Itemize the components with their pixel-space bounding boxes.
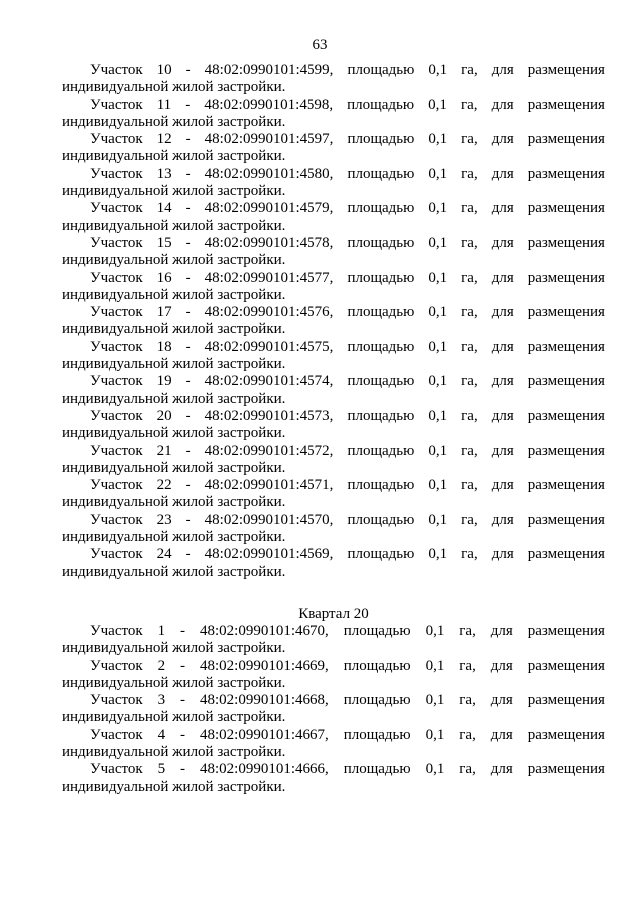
plot-word: размещения: [527, 304, 605, 321]
plot-paragraph-first-line: [62, 727, 605, 744]
plot-word: -: [185, 373, 191, 390]
plot-word: 48:02:0990101:4580,: [204, 165, 334, 182]
plot-paragraph-second-line: индивидуальной жилой застройки.: [62, 390, 286, 407]
plot-word: 0,1: [428, 96, 447, 113]
plot-paragraph-second-line: индивидуальной жилой застройки.: [62, 674, 286, 691]
plot-word: размещения: [527, 657, 605, 674]
plot-word: площадью: [347, 442, 415, 459]
plot-word: для: [491, 96, 514, 113]
plot-word: для: [491, 165, 514, 182]
plot-paragraph-second-line: индивидуальной жилой застройки.: [62, 252, 286, 269]
plot-word: 48:02:0990101:4668,: [199, 692, 329, 709]
plot-word: площадью: [347, 407, 415, 424]
plot-word: для: [490, 692, 513, 709]
plot-word: га,: [461, 62, 478, 78]
plot-paragraph-second-line: индивидуальной жилой застройки.: [62, 709, 286, 726]
plot-paragraph: [62, 727, 605, 762]
plot-word: площадью: [347, 62, 415, 78]
plot-word: 11: [156, 96, 172, 113]
plot-word: размещения: [527, 200, 605, 217]
plot-paragraph-first-line: [62, 692, 605, 709]
plot-word: га,: [461, 373, 478, 390]
plot-word: Участок: [90, 761, 143, 778]
plot-word: 0,1: [425, 761, 445, 778]
plot-paragraph: [62, 623, 605, 658]
plot-paragraph-first-line: [62, 623, 605, 640]
plot-paragraph-second-line: индивидуальной жилой застройки.: [62, 563, 286, 580]
plot-word: -: [185, 200, 191, 217]
plot-word: га,: [461, 338, 478, 355]
plot-word: размещения: [527, 511, 605, 528]
plot-word: 0,1: [428, 477, 448, 494]
plot-paragraph-second-line: индивидуальной жилой застройки.: [62, 183, 286, 200]
plot-paragraph-first-line: [62, 97, 605, 114]
plot-paragraph-first-line: [62, 131, 605, 148]
plot-paragraph-first-line: [62, 235, 605, 252]
plot-word: размещения: [527, 165, 605, 182]
plot-paragraph: [62, 512, 605, 547]
plot-word: га,: [461, 269, 478, 286]
plot-word: площадью: [347, 477, 415, 494]
plot-word: -: [180, 622, 186, 639]
plots-list-block-quarter-20: [62, 623, 605, 796]
plot-word: -: [185, 546, 191, 563]
plot-word: Участок: [90, 511, 143, 528]
plot-word: площадью: [343, 657, 411, 674]
plot-paragraph-first-line: [62, 512, 605, 529]
plot-word: площадью: [347, 511, 415, 528]
plot-word: 48:02:0990101:4577,: [204, 269, 334, 286]
plot-word: 4: [157, 726, 166, 743]
plot-word: 48:02:0990101:4576,: [204, 304, 334, 321]
plot-word: для: [491, 131, 514, 148]
plot-word: Участок: [90, 726, 143, 743]
plot-word: -: [180, 692, 186, 709]
plot-word: площадью: [343, 761, 411, 778]
plot-paragraph-first-line: [62, 304, 605, 321]
plot-word: 0,1: [428, 234, 448, 251]
plot-word: Участок: [90, 692, 143, 709]
plot-word: 0,1: [428, 511, 448, 528]
plot-word: 0,1: [428, 62, 448, 78]
plot-word: -: [185, 407, 191, 424]
plot-word: Участок: [90, 96, 143, 113]
plot-word: -: [185, 338, 191, 355]
plot-paragraph: [62, 443, 605, 478]
plot-word: Участок: [90, 407, 143, 424]
plot-word: 21: [156, 442, 172, 459]
plot-paragraph: [62, 546, 605, 581]
plot-paragraph-first-line: [62, 761, 605, 778]
plot-word: размещения: [527, 761, 605, 778]
plot-paragraph-second-line: индивидуальной жилой застройки.: [62, 425, 286, 442]
plot-word: 0,1: [428, 131, 448, 148]
plot-word: га,: [461, 477, 478, 494]
plot-paragraph: [62, 408, 605, 443]
plot-word: 48:02:0990101:4670,: [199, 622, 329, 639]
plot-word: размещения: [527, 407, 605, 424]
plot-word: площадью: [343, 726, 411, 743]
plot-paragraph-second-line: индивидуальной жилой застройки.: [62, 459, 286, 476]
plot-word: -: [185, 96, 191, 113]
plot-word: 0,1: [428, 546, 448, 563]
plot-word: размещения: [527, 338, 605, 355]
plot-word: площадью: [347, 200, 415, 217]
plot-paragraph-second-line: индивидуальной жилой застройки.: [62, 286, 286, 303]
plot-paragraph-second-line: индивидуальной жилой застройки.: [62, 640, 286, 657]
plot-paragraph-first-line: [62, 200, 605, 217]
plot-paragraph-first-line: [62, 546, 605, 563]
plot-word: площадью: [347, 269, 415, 286]
plot-paragraph-second-line: индивидуальной жилой застройки.: [62, 743, 286, 760]
section-heading: Квартал 20: [298, 605, 369, 622]
plot-word: площадью: [347, 131, 415, 148]
plot-word: 0,1: [428, 442, 448, 459]
plot-paragraph-second-line: индивидуальной жилой застройки.: [62, 321, 286, 338]
plot-paragraph: [62, 658, 605, 693]
plot-paragraph: [62, 304, 605, 339]
plot-paragraph-first-line: [62, 373, 605, 390]
plot-word: 0,1: [425, 657, 445, 674]
plot-word: -: [185, 477, 191, 494]
plot-word: -: [185, 304, 191, 321]
plot-word: Участок: [90, 622, 143, 639]
plot-word: 20: [156, 407, 172, 424]
plot-paragraph-first-line: [62, 658, 605, 675]
plot-paragraph: [62, 761, 605, 796]
plot-word: для: [491, 511, 514, 528]
plot-word: -: [185, 269, 191, 286]
plot-word: Участок: [90, 304, 143, 321]
plot-word: Участок: [90, 546, 143, 563]
plot-paragraph-second-line: индивидуальной жилой застройки.: [62, 494, 286, 511]
plot-paragraph: [62, 270, 605, 305]
plot-word: 0,1: [425, 726, 445, 743]
plot-word: 14: [156, 200, 172, 217]
plot-word: Участок: [90, 338, 143, 355]
plot-word: 0,1: [428, 338, 448, 355]
plot-word: Участок: [90, 165, 143, 182]
plot-word: размещения: [527, 622, 605, 639]
page-number: 63: [312, 37, 328, 53]
plot-word: для: [491, 269, 514, 286]
plot-word: размещения: [527, 442, 605, 459]
plot-word: 16: [156, 269, 172, 286]
plot-paragraph-first-line: [62, 270, 605, 287]
plot-word: площадью: [347, 165, 415, 182]
plot-word: 48:02:0990101:4669,: [199, 657, 329, 674]
plot-word: га,: [459, 692, 476, 709]
plot-word: для: [491, 62, 514, 78]
plot-paragraph-second-line: индивидуальной жилой застройки.: [62, 529, 286, 546]
plot-paragraph: [62, 373, 605, 408]
plot-word: -: [180, 657, 186, 674]
plot-word: размещения: [527, 477, 605, 494]
plot-word: -: [185, 234, 191, 251]
plot-word: Участок: [90, 373, 143, 390]
plot-paragraph-second-line: индивидуальной жилой застройки.: [62, 79, 286, 96]
plot-paragraph-second-line: индивидуальной жилой застройки.: [62, 148, 286, 165]
plot-paragraph: [62, 692, 605, 727]
plot-word: 0,1: [428, 165, 448, 182]
plot-word: 1: [157, 622, 166, 639]
plot-word: 22: [156, 477, 172, 494]
plot-word: га,: [460, 96, 478, 113]
plot-word: -: [185, 131, 191, 148]
plot-word: для: [491, 546, 514, 563]
plot-paragraph: [62, 339, 605, 374]
plot-paragraph-first-line: [62, 339, 605, 356]
plot-word: 48:02:0990101:4597,: [204, 131, 334, 148]
plot-word: га,: [459, 657, 476, 674]
plot-word: 0,1: [425, 622, 445, 639]
plot-word: -: [185, 511, 191, 528]
plot-paragraph: [62, 97, 605, 132]
plot-word: 17: [156, 304, 172, 321]
plot-word: 48:02:0990101:4574,: [204, 373, 334, 390]
plot-word: размещения: [527, 234, 605, 251]
plot-word: га,: [461, 546, 478, 563]
plot-word: площадью: [347, 96, 415, 113]
plot-word: 48:02:0990101:4569,: [204, 546, 334, 563]
plot-word: Участок: [90, 234, 143, 251]
plot-word: 3: [157, 692, 166, 709]
plot-paragraph-first-line: [62, 477, 605, 494]
plot-paragraph: [62, 62, 605, 97]
plot-word: га,: [459, 761, 476, 778]
plot-word: 48:02:0990101:4598,: [204, 96, 334, 113]
plot-word: -: [180, 726, 186, 743]
plot-word: 48:02:0990101:4579,: [204, 200, 334, 217]
plot-paragraph-second-line: индивидуальной жилой застройки.: [62, 356, 286, 373]
plot-word: площадью: [347, 304, 415, 321]
plot-word: -: [185, 165, 191, 182]
plot-word: -: [180, 761, 186, 778]
plot-paragraph-first-line: [62, 166, 605, 183]
plot-word: Участок: [90, 200, 143, 217]
plot-paragraph: [62, 131, 605, 166]
page-content: [62, 62, 605, 796]
plot-word: га,: [461, 234, 478, 251]
plot-word: 15: [156, 234, 172, 251]
plot-word: 12: [156, 131, 172, 148]
plot-word: площадью: [347, 546, 415, 563]
plot-word: 0,1: [428, 269, 448, 286]
plot-word: размещения: [527, 692, 605, 709]
plot-word: га,: [461, 442, 478, 459]
plot-paragraph: [62, 200, 605, 235]
plot-word: 13: [156, 165, 172, 182]
plot-word: 0,1: [428, 407, 448, 424]
plot-word: 23: [156, 511, 172, 528]
plot-word: Участок: [90, 269, 143, 286]
plot-word: для: [491, 442, 514, 459]
plot-word: 19: [156, 373, 172, 390]
plot-word: га,: [461, 131, 478, 148]
plot-word: размещения: [527, 546, 605, 563]
plot-word: для: [491, 407, 514, 424]
plot-word: для: [491, 477, 514, 494]
plot-word: для: [491, 200, 514, 217]
plot-paragraph-first-line: [62, 408, 605, 425]
plot-word: площадью: [347, 338, 415, 355]
plot-word: га,: [461, 165, 478, 182]
plot-word: для: [490, 726, 513, 743]
plot-word: 48:02:0990101:4575,: [204, 338, 334, 355]
plot-word: -: [185, 62, 191, 78]
plot-word: размещения: [527, 96, 605, 113]
plot-word: площадью: [343, 622, 411, 639]
plot-word: для: [491, 373, 514, 390]
plot-paragraph-second-line: индивидуальной жилой застройки.: [62, 778, 286, 795]
plot-paragraph-second-line: индивидуальной жилой застройки.: [62, 113, 286, 130]
plot-word: для: [490, 761, 513, 778]
plot-word: 18: [156, 338, 172, 355]
plot-word: 0,1: [425, 692, 445, 709]
plot-paragraph-first-line: [62, 62, 605, 79]
plot-word: га,: [461, 200, 478, 217]
plot-paragraph: [62, 477, 605, 512]
plot-word: для: [490, 622, 513, 639]
plot-word: площадью: [347, 373, 415, 390]
plot-word: размещения: [527, 62, 605, 78]
plot-word: размещения: [527, 373, 605, 390]
plot-word: 0,1: [428, 373, 448, 390]
plot-word: 48:02:0990101:4666,: [199, 761, 329, 778]
plot-word: 48:02:0990101:4573,: [204, 407, 334, 424]
plot-paragraph-second-line: индивидуальной жилой застройки.: [62, 217, 286, 234]
plot-word: га,: [461, 304, 478, 321]
plot-word: площадью: [343, 692, 411, 709]
plot-word: площадью: [347, 234, 415, 251]
plot-word: Участок: [90, 131, 143, 148]
plot-word: 48:02:0990101:4599,: [204, 62, 334, 78]
plot-word: га,: [459, 622, 476, 639]
plot-word: 48:02:0990101:4570,: [204, 511, 334, 528]
plots-list-block: [62, 62, 605, 581]
plot-paragraph: [62, 166, 605, 201]
plot-word: Участок: [90, 657, 143, 674]
plot-word: Участок: [90, 62, 143, 78]
plot-word: 0,1: [428, 200, 448, 217]
plot-word: 24: [156, 546, 172, 563]
plot-word: -: [185, 442, 191, 459]
plot-word: Участок: [90, 477, 143, 494]
plot-word: размещения: [527, 131, 605, 148]
plot-word: для: [491, 304, 514, 321]
plot-word: для: [491, 338, 514, 355]
plot-word: га,: [461, 407, 478, 424]
plot-word: Участок: [90, 442, 143, 459]
plot-word: 48:02:0990101:4572,: [204, 442, 334, 459]
plot-word: 0,1: [428, 304, 448, 321]
plot-word: 48:02:0990101:4578,: [204, 234, 334, 251]
plot-paragraph: [62, 235, 605, 270]
plot-word: га,: [459, 726, 476, 743]
plot-word: 10: [156, 62, 172, 78]
plot-word: 2: [157, 657, 166, 674]
plot-word: для: [491, 234, 514, 251]
plot-word: 48:02:0990101:4571,: [204, 477, 334, 494]
plot-word: размещения: [527, 269, 605, 286]
plot-paragraph-first-line: [62, 443, 605, 460]
plot-word: размещения: [527, 726, 605, 743]
plot-word: 5: [157, 761, 166, 778]
plot-word: для: [490, 657, 513, 674]
plot-word: 48:02:0990101:4667,: [199, 726, 329, 743]
plot-word: га,: [461, 511, 478, 528]
